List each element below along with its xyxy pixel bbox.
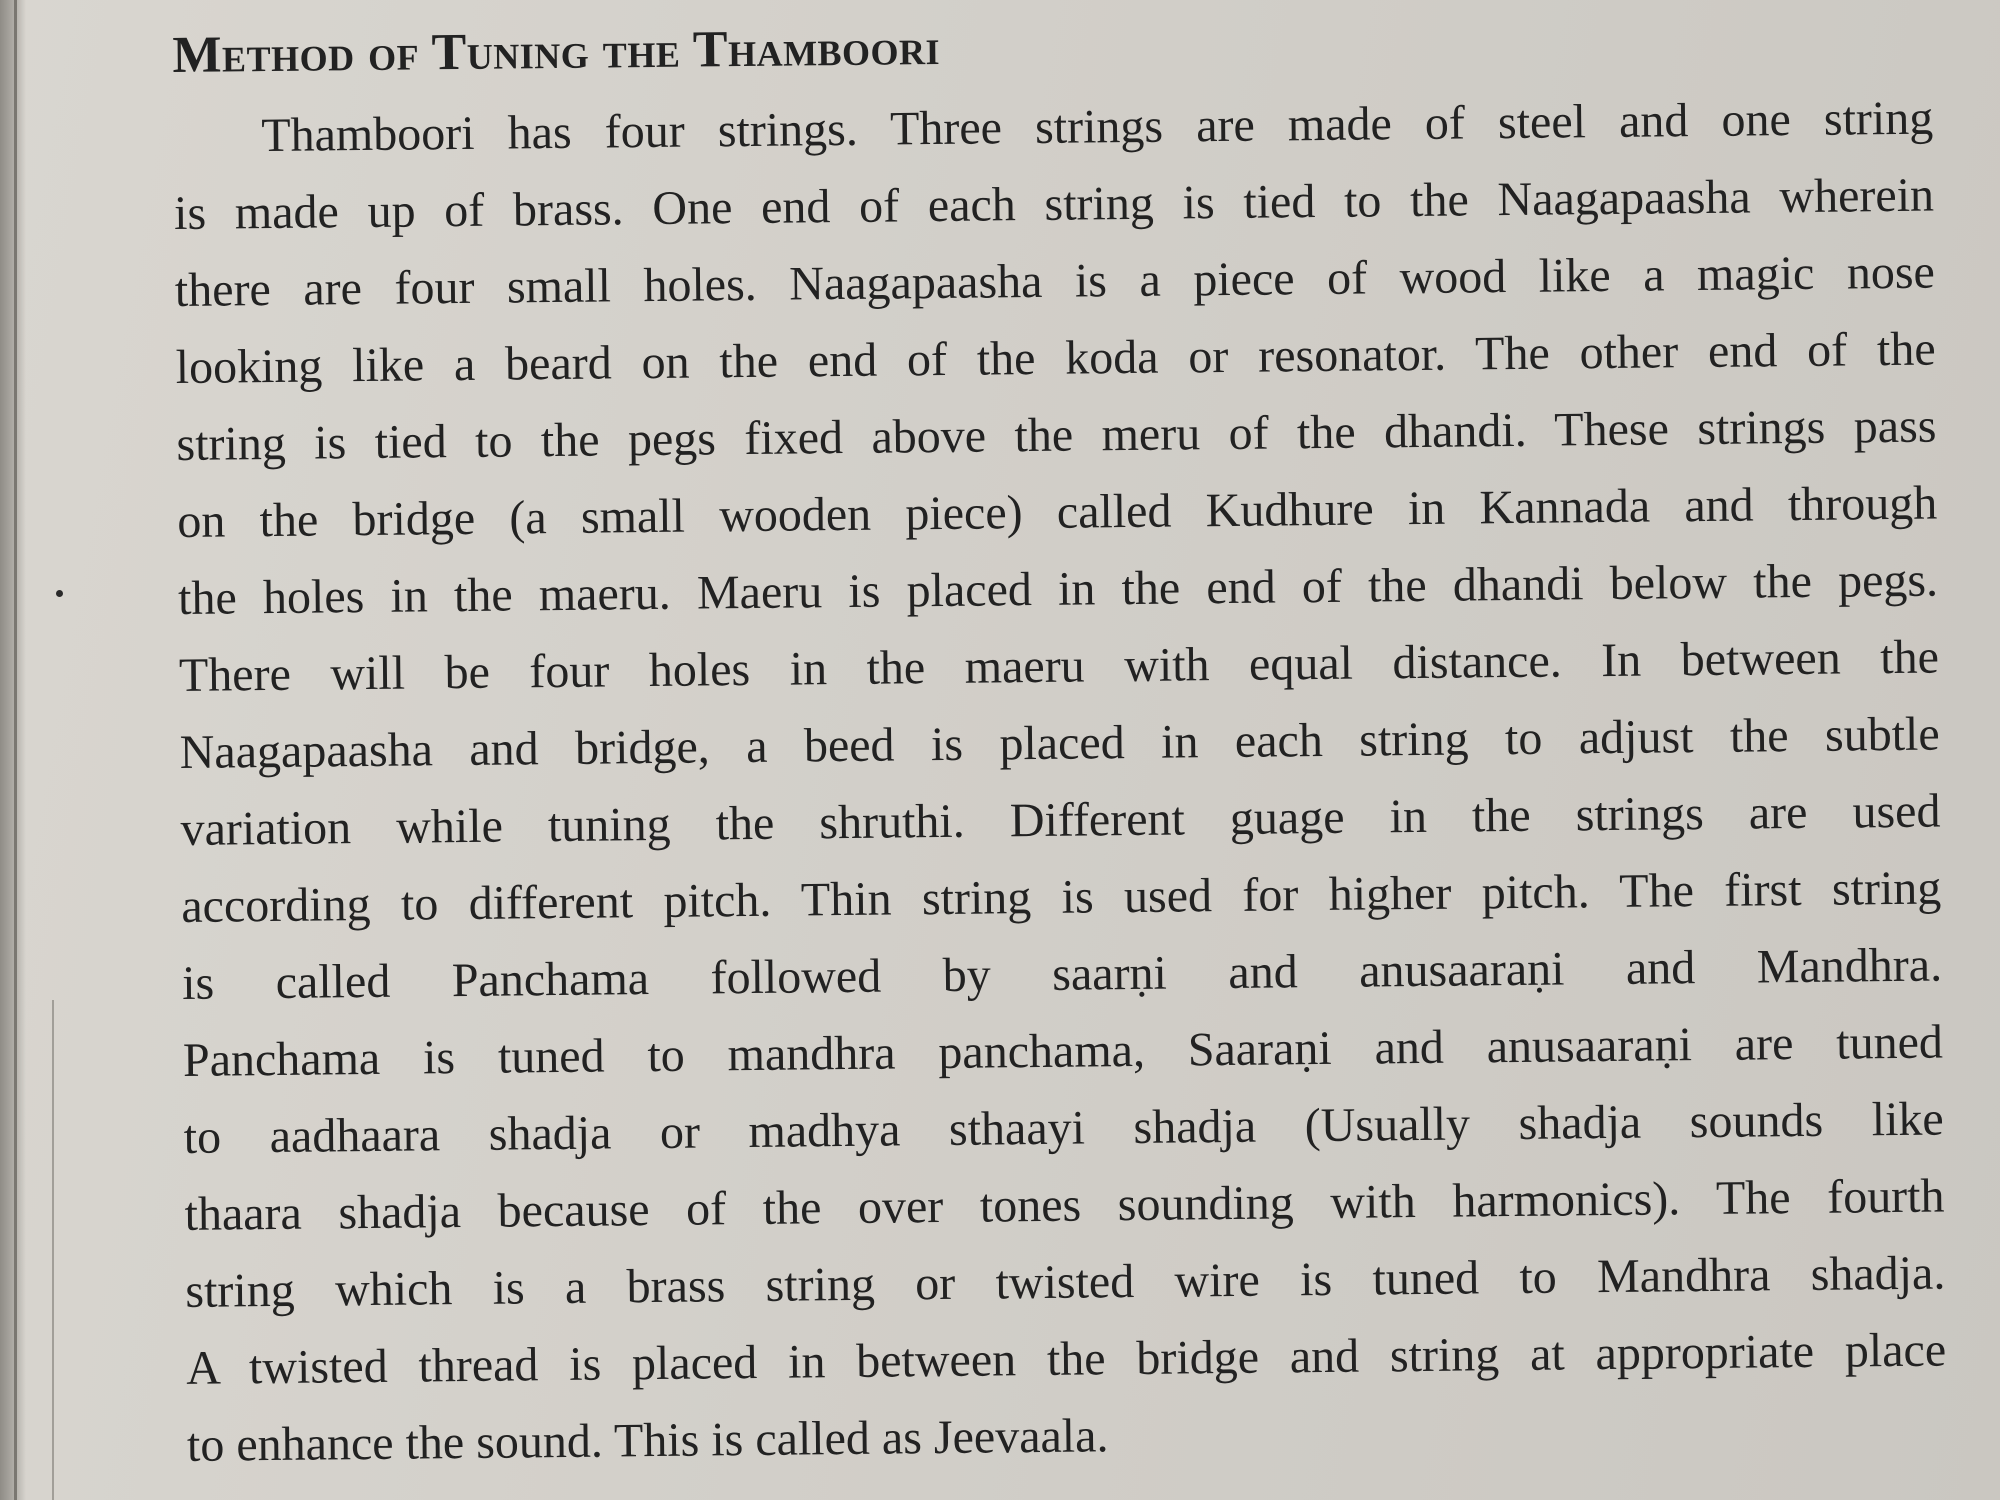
paragraph-line: there are four small holes. Naagapaasha is a piece of wood like a magic nose [174, 245, 1936, 317]
paragraph-line: according to different pitch. Thin string is used for higher pitch. The first string [181, 861, 1942, 933]
page-binding-edge [14, 0, 17, 1500]
paragraph-line: is called Panchama followed by saarṇi and anusaaraṇi and Mandhra. [181, 938, 1943, 1010]
paragraph-line: the holes in the maeru. Maeru is placed in the end of the dhandi below the pegs. [177, 553, 1939, 625]
paragraph-line: to enhance the sound. This is called as Jeevaala. [186, 1409, 1109, 1472]
paragraph-line: variation while tuning the shruthi. Different guage in the strings are used [180, 784, 1941, 856]
paragraph-line: looking like a beard on the end of the koda or resonator. The other end of the [175, 322, 1936, 394]
page-binding-shadow [0, 0, 26, 1500]
ink-speck [56, 590, 63, 597]
paragraph-line: Panchama is tuned to mandhra panchama, Saaraṇi and anusaaraṇi are tuned [182, 1015, 1944, 1087]
paragraph-line: thaara shadja because of the over tones sounding with harmonics). The fourth [184, 1169, 1945, 1241]
paragraph-line: Naagapaasha and bridge, a beed is placed in each string to adjust the subtle [179, 707, 1940, 779]
paragraph-line: string which is a brass string or twisted wire is tuned to Mandhra shadja. [185, 1246, 1946, 1318]
paragraph-line: There will be four holes in the maeru with equal distance. In between the [178, 630, 1940, 702]
paragraph-line: string is tied to the pegs fixed above the meru of the dhandi. These strings pass [176, 399, 1937, 471]
text-block [172, 0, 1947, 1484]
paragraph-line: to aadhaara shadja or madhya sthaayi shadja (Usually shadja sounds like [183, 1092, 1944, 1164]
paragraph-line: Thamboori has four strings. Three strings are made of steel and one string [261, 91, 1934, 163]
paragraph-line: is made up of brass. One end of each string is tied to the Naagapaasha wherein [173, 168, 1935, 240]
section-heading: Method of Tuning the Thamboori [172, 18, 941, 84]
paragraph-line: A twisted thread is placed in between the bridge and string at appropriate place [185, 1323, 1947, 1395]
paragraph-line: on the bridge (a small wooden piece) called Kudhure in Kannada and through [177, 476, 1938, 548]
page-fold-line [52, 1000, 54, 1500]
